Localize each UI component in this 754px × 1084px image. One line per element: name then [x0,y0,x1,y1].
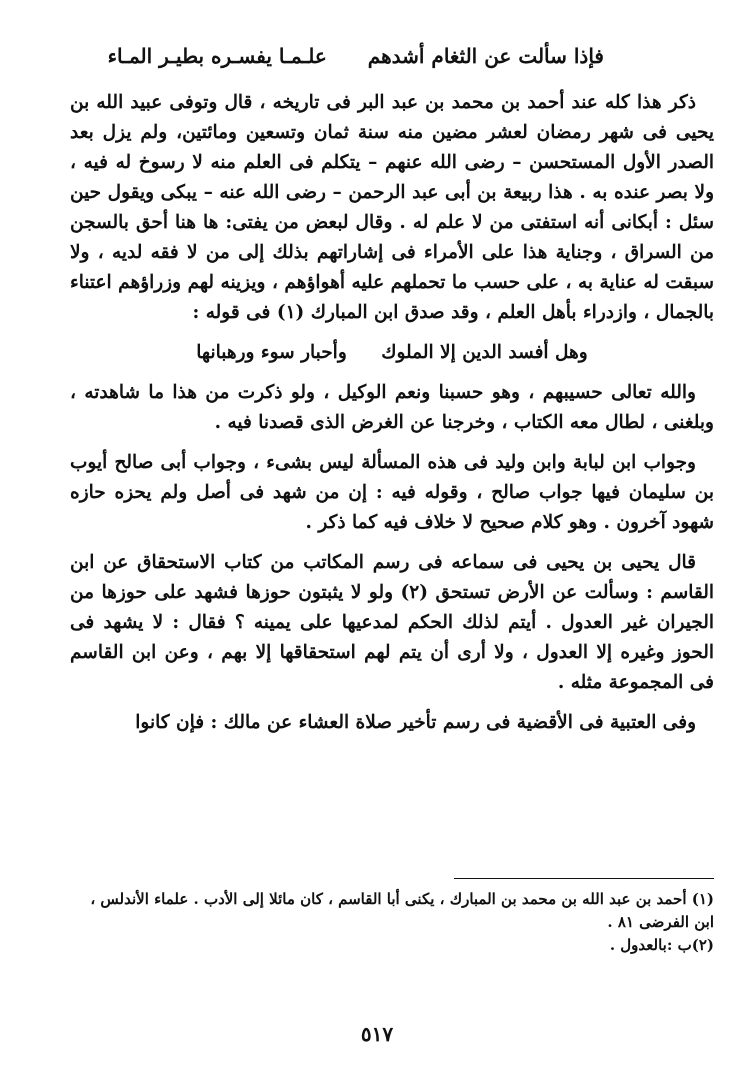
page-number: ٥١٧ [360,1022,394,1046]
verse-line [70,338,714,368]
footnote-2: (٢)ب :بالعدول . [609,936,714,954]
footnotes [70,888,714,957]
paragraph-2: والله تعالى حسيبهم ، وهو حسبنا ونعم الوكيل ، ولو ذكرت من هذا ما شاهدته ، وبلغنى ، لطال معه الكتاب ، وخرجنا عن الغرض الذى قصدنا فيه . [70,382,714,433]
header-hemistich-1: فإذا سألت عن الثغام أشدهم [367,44,604,68]
main-text [70,88,714,748]
running-header [107,44,604,68]
verse-hemistich-1: وهل أفسد الدين إلا الملوك [381,342,588,363]
paragraph-5: وفى العتبية فى الأقضية فى رسم تأخير صلاة العشاء عن مالك : فإن كانوا [135,712,696,733]
header-hemistich-2: علـمـا يفسـره بطيـر المـاء [107,44,327,68]
paragraph-3: وجواب ابن لبابة وابن وليد فى هذه المسألة ليس بشىء ، وجواب أبى صالح أيوب بن سليمان فيها جواب صالح ، وقوله فيه : إن من شهد فى أصل ولم يحزه حازه شهود آخرون . وهو كلام صحيح لا خلاف فيه كما ذكر . [70,452,714,533]
paragraph-4: قال يحيى بن يحيى فى سماعه فى رسم المكاتب من كتاب الاستحقاق عن ابن القاسم : وسألت عن الأرض تستحق (٢) ولو لا يثبتون حوزها فشهد على حوزها من الجيران غير العدول . أيتم لذلك الحكم لمدعيها على يمينه ؟ فقال : لا يشهد فى الحوز وغيره إلا العدول ، ولا أرى أن يتم لهم استحقاقها إلا بهم ، وعن ابن القاسم فى المجموعة مثله . [70,552,715,693]
footnote-1: (١) أحمد بن عبد الله بن محمد بن المبارك ، يكنى أبا القاسم ، كان مائلا إلى الأدب . علماء الأندلس ، ابن الفرضى ٨١ . [90,890,714,931]
verse-hemistich-2: وأحبار سوء ورهبانها [196,342,347,363]
footnote-divider [454,878,714,879]
paragraph-1: ذكر هذا كله عند أحمد بن محمد بن عبد البر فى تاريخه ، قال وتوفى عبيد الله بن يحيى فى شهر رمضان لعشر مضين منه سنة ثمان وتسعين ومائتين، ولم يزل بعد الصدر الأول المستحسن – رضى الله عنهم – يتكلم فى العلم منه لا رسوخ له فيه ، ولا بصر عنده به . هذا ربيعة بن أبى عبد الرحمن – رضى الله عنه – يبكى ويقول حين سئل : أبكانى أنه استفتى من لا علم له . وقال لبعض من يفتى: ها هنا أحق بالسجن من السراق ، وجناية هذا على الأمراء فى إشاراتهم بذلك إلى من لا فقه لديه ، ولا سبقت له عناية به ، على حسب ما تحملهم عليه أهواؤهم ، ويزينه لهم وزراؤهم اعتناء بالجمال ، وازدراء بأهل العلم ، وقد صدق ابن المبارك (١) فى قوله : [70,92,714,323]
